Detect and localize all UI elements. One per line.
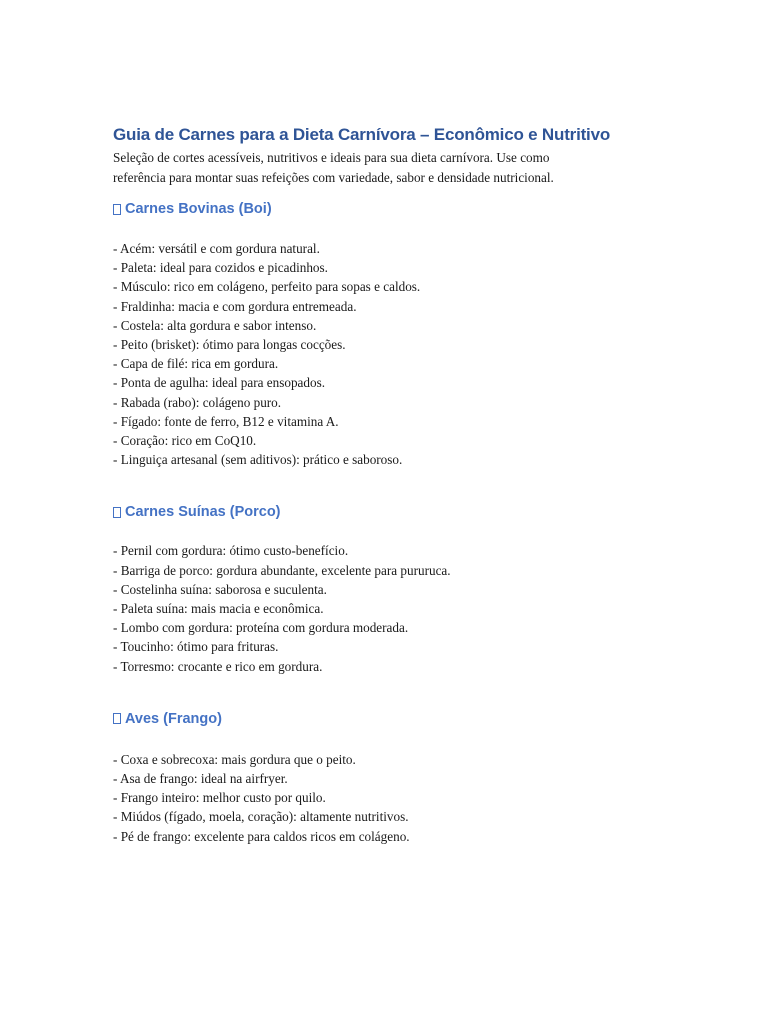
section-heading-suinas <box>113 502 673 522</box>
section-heading-aves <box>113 709 673 729</box>
list-item: - Paleta: ideal para cozidos e picadinhos. <box>113 260 328 276</box>
list-item: - Capa de filé: rica em gordura. <box>113 356 279 372</box>
intro-paragraph <box>113 148 673 188</box>
missing-emoji-icon <box>113 507 121 518</box>
list-item: - Rabada (rabo): colágeno puro. <box>113 394 282 410</box>
list-item: - Linguiça artesanal (sem aditivos): prático e saboroso. <box>113 452 403 468</box>
list-item: - Peito (brisket): ótimo para longas cocções. <box>113 337 346 353</box>
list-item: - Costela: alta gordura e sabor intenso. <box>113 317 317 333</box>
list-item: - Pernil com gordura: ótimo custo-benefício. <box>113 543 349 559</box>
section-list-aves <box>113 750 673 846</box>
intro-line-2: referência para montar suas refeições com variedade, sabor e densidade nutricional. <box>113 170 554 185</box>
intro-line-1: Seleção de cortes acessíveis, nutritivos e ideais para sua dieta carnívora. Use como <box>113 150 550 165</box>
missing-emoji-icon <box>113 204 121 215</box>
list-item: - Lombo com gordura: proteína com gordura moderada. <box>113 620 409 636</box>
list-item: - Torresmo: crocante e rico em gordura. <box>113 658 323 674</box>
list-item: - Fígado: fonte de ferro, B12 e vitamina A. <box>113 413 339 429</box>
list-item: - Barriga de porco: gordura abundante, excelente para pururuca. <box>113 562 451 578</box>
list-item: - Músculo: rico em colágeno, perfeito para sopas e caldos. <box>113 279 421 295</box>
missing-emoji-icon <box>113 713 121 724</box>
section-heading-label: Aves (Frango) <box>125 710 222 727</box>
list-item: - Acém: versátil e com gordura natural. <box>113 241 320 256</box>
list-item: - Coxa e sobrecoxa: mais gordura que o peito. <box>113 751 356 767</box>
list-item: - Paleta suína: mais macia e econômica. <box>113 601 324 617</box>
list-item: - Toucinho: ótimo para frituras. <box>113 639 279 655</box>
section-list-suinas <box>113 541 673 675</box>
section-list-bovinas <box>113 239 673 469</box>
section-heading-label: Carnes Suínas (Porco) <box>125 504 281 521</box>
document-title: Guia de Carnes para a Dieta Carnívora – Econômico e Nutritivo <box>113 125 611 144</box>
list-item: - Pé de frango: excelente para caldos ricos em colágeno. <box>113 828 410 844</box>
list-item: - Fraldinha: macia e com gordura entremeada. <box>113 298 357 314</box>
list-item: - Costelinha suína: saborosa e suculenta. <box>113 581 327 597</box>
list-item: - Asa de frango: ideal na airfryer. <box>113 771 288 787</box>
section-heading-label: Carnes Bovinas (Boi) <box>125 201 272 217</box>
document-body <box>113 124 673 846</box>
list-item: - Coração: rico em CoQ10. <box>113 433 257 449</box>
list-item: - Ponta de agulha: ideal para ensopados. <box>113 375 326 391</box>
list-item: - Miúdos (fígado, moela, coração): altamente nutritivos. <box>113 809 409 825</box>
section-heading-bovinas <box>113 199 673 219</box>
list-item: - Frango inteiro: melhor custo por quilo. <box>113 790 326 806</box>
